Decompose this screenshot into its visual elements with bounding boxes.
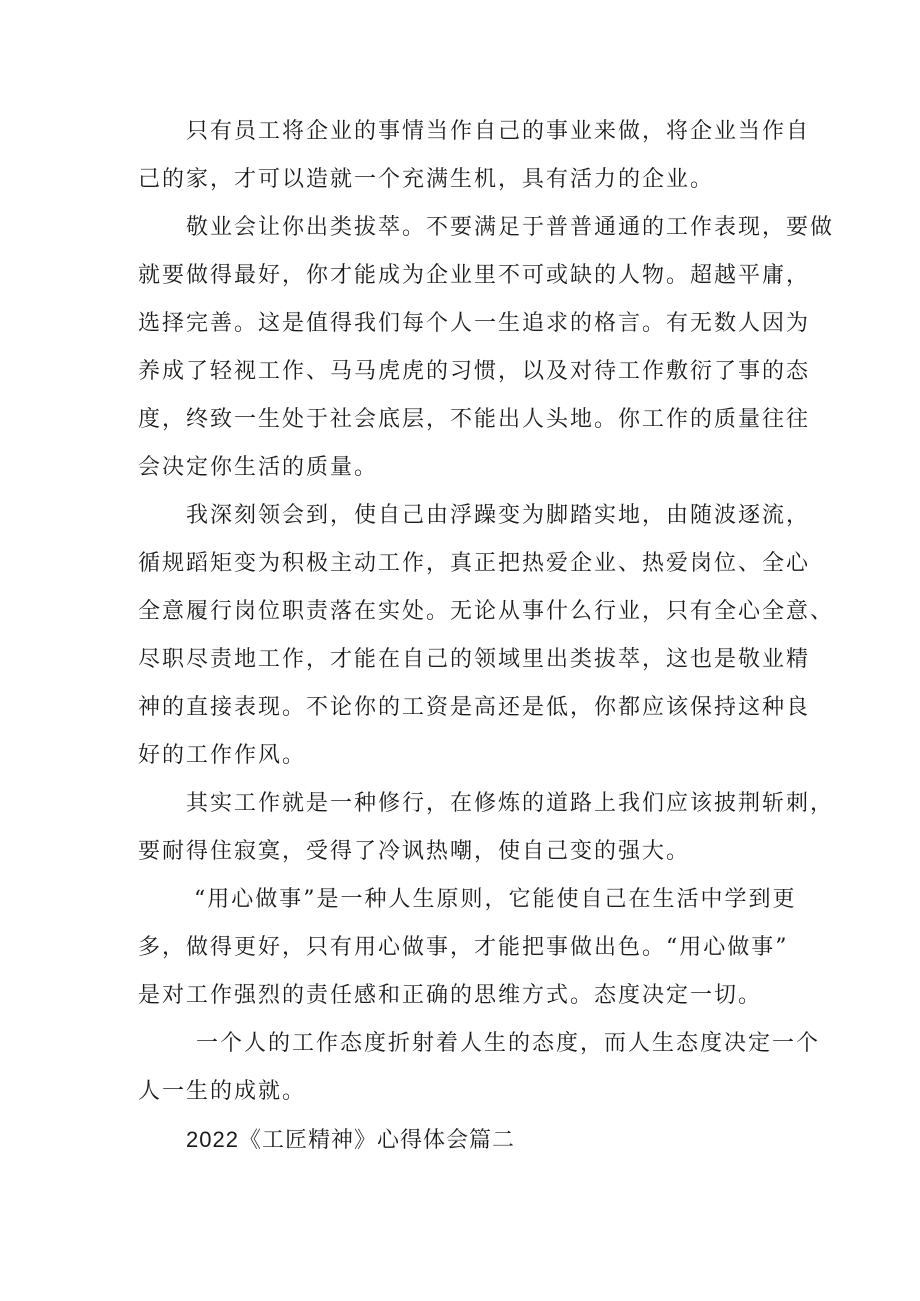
paragraph-1-line-2: 己的家，才可以造就一个充满生机，具有活力的企业。 <box>138 167 715 192</box>
paragraph-2-line-4: 养成了轻视工作、马马虎虎的习惯，以及对待工作敷衍了事的态 <box>138 359 811 384</box>
paragraph-2-line-2: 就要做得最好，你才能成为企业里不可或缺的人物。超越平庸， <box>138 263 811 288</box>
paragraph-4-line-2: 要耐得住寂寞，受得了冷讽热嘲，使自己变的强大。 <box>138 839 691 864</box>
paragraph-2-line-3: 选择完善。这是值得我们每个人一生追求的格言。有无数人因为 <box>138 311 811 336</box>
paragraph-3-line-6: 好的工作作风。 <box>138 743 307 768</box>
section-heading: 2022《工匠精神》心得体会篇二 <box>186 1127 515 1152</box>
paragraph-5-line-1: “用心做事”是一种人生原则，它能使自己在生活中学到更 <box>194 887 797 912</box>
paragraph-2-line-5: 度，终致一生处于社会底层，不能出人头地。你工作的质量往往 <box>138 407 811 432</box>
paragraph-3-line-4: 尽职尽责地工作，才能在自己的领域里出类拔萃，这也是敬业精 <box>138 647 811 672</box>
paragraph-5-line-3: 是对工作强烈的责任感和正确的思维方式。态度决定一切。 <box>138 983 763 1008</box>
paragraph-1-line-1: 只有员工将企业的事情当作自己的事业来做，将企业当作自 <box>186 119 811 144</box>
paragraph-2-line-1: 敬业会让你出类拔萃。不要满足于普普通通的工作表现，要做 <box>186 215 835 240</box>
paragraph-2-line-6: 会决定你生活的质量。 <box>138 455 379 480</box>
paragraph-3-line-2: 循规蹈矩变为积极主动工作，真正把热爱企业、热爱岗位、全心 <box>138 551 811 576</box>
paragraph-6-line-2: 人一生的成就。 <box>138 1079 307 1104</box>
paragraph-3-line-1: 我深刻领会到，使自己由浮躁变为脚踏实地，由随波逐流， <box>186 503 811 528</box>
paragraph-3-line-3: 全意履行岗位职责落在实处。无论从事什么行业，只有全心全意、 <box>138 599 835 624</box>
paragraph-5-line-2: 多，做得更好，只有用心做事，才能把事做出色。“用心做事” <box>138 935 789 960</box>
paragraph-4-line-1: 其实工作就是一种修行，在修炼的道路上我们应该披荆斩刺， <box>186 791 835 816</box>
paragraph-3-line-5: 神的直接表现。不论你的工资是高还是低，你都应该保持这种良 <box>138 695 811 720</box>
paragraph-6-line-1: 一个人的工作态度折射着人生的态度，而人生态度决定一个 <box>196 1031 821 1056</box>
